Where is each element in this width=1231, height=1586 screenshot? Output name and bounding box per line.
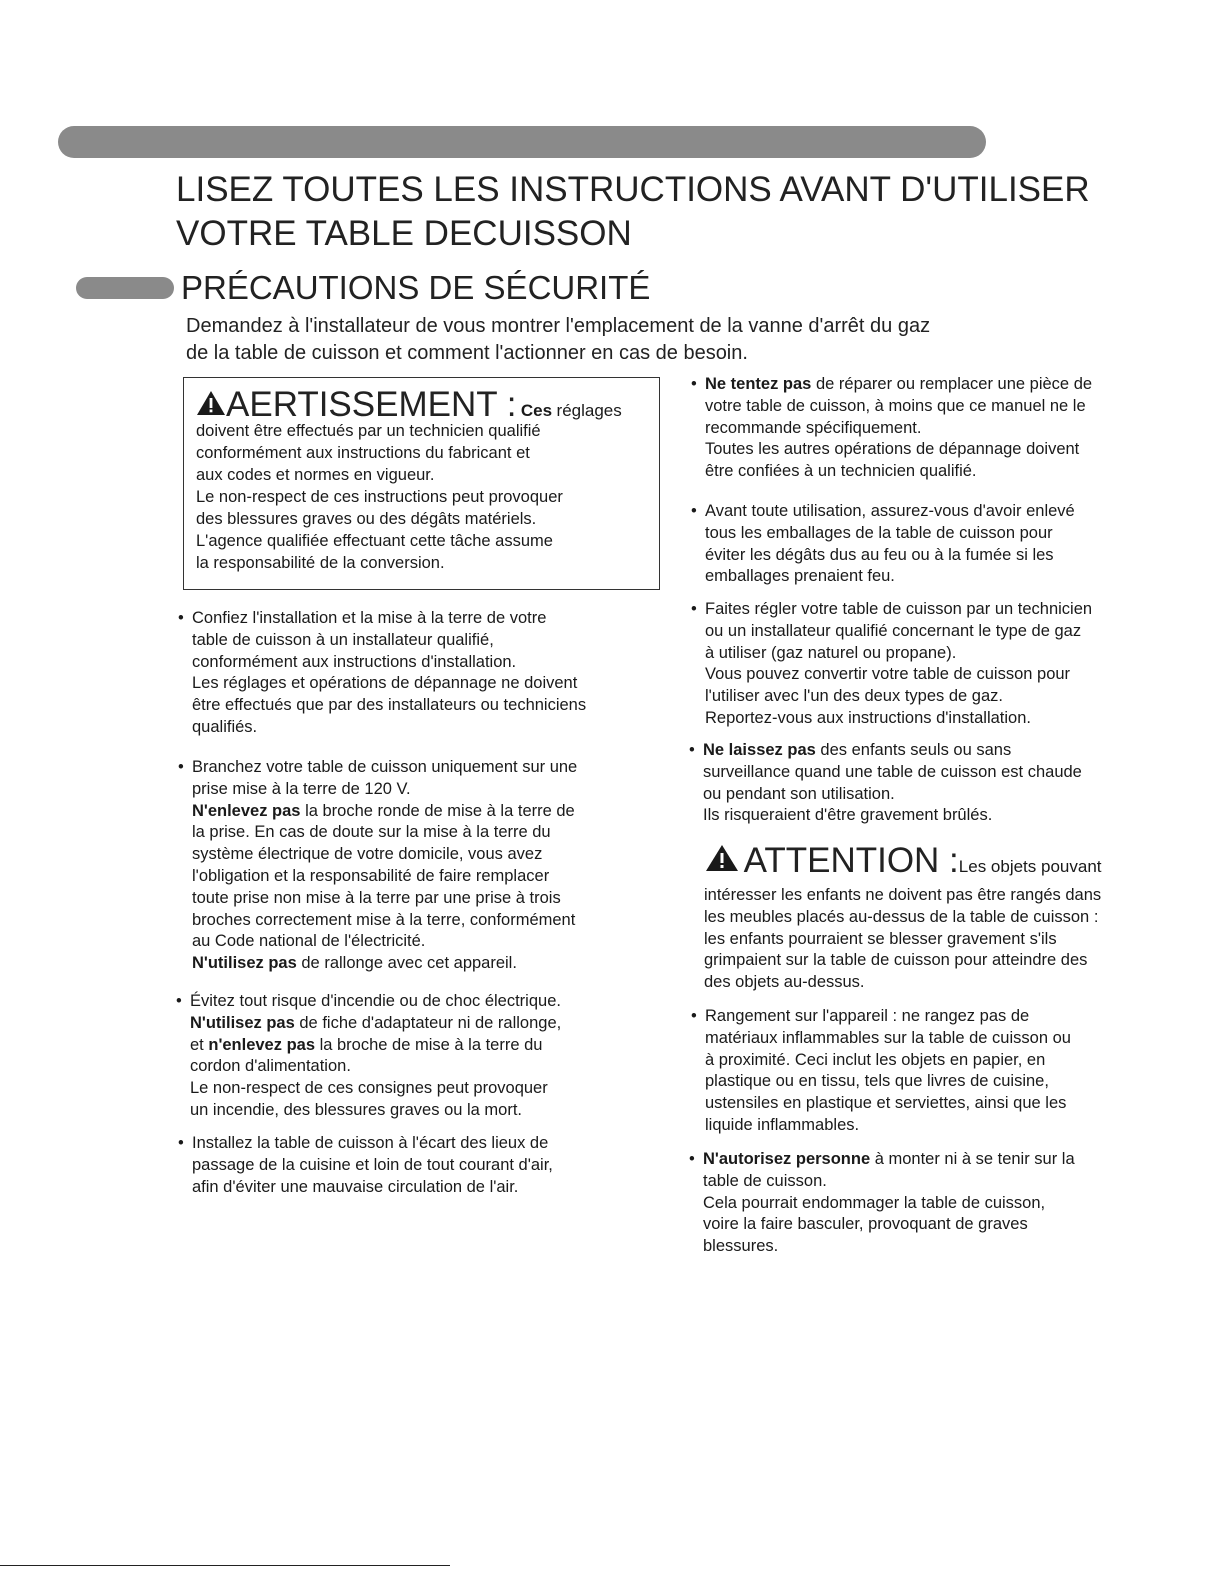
bullet-line: éviter les dégâts dus au feu ou à la fumée si les [705,545,1054,564]
bullet-line: conformément aux instructions d'installation. [192,652,517,671]
bullet-climbing [689,1149,1203,1258]
warning-triangle-icon [705,844,739,872]
warning-lead: réglages [556,401,622,420]
bullet-line: broches correctement mise à la terre, conformément [192,910,576,929]
bullet-dot: • [691,1007,697,1025]
bullet-line: Installez la table de cuisson à l'écart des lieux de [192,1134,549,1152]
bullet-line: votre table de cuisson, à moins que ce manuel ne le [705,396,1086,415]
bullet-line: Faites régler votre table de cuisson par un technicien [705,600,1093,618]
bullet-line: emballages prenaient feu. [705,567,895,586]
bullet-line: l'utiliser avec l'un des deux types de gaz. [705,687,1003,706]
bullet-line: à proximité. Ceci inclut les objets en papier, en [705,1050,1046,1069]
bullet-line: table de cuisson à un installateur qualifié, [192,630,494,649]
bullet-text: la broche ronde de mise à la terre de [300,801,575,820]
bullet-dot: • [691,502,697,520]
bullet-line: système électrique de votre domicile, vous avez [192,845,543,864]
bullet-line: ou pendant son utilisation. [703,784,895,803]
bullet-line: passage de la cuisine et loin de tout courant d'air, [192,1155,553,1174]
bullet-line: Confiez l'installation et la mise à la terre de votre [192,609,547,627]
emphasis: Ne laissez pas [703,741,816,759]
bullet-dot: • [691,375,697,393]
bullet-line: la prise. En cas de doute sur la mise à la terre du [192,823,551,842]
bullet-text: de rallonge avec cet appareil. [296,954,517,973]
bullet-line: matériaux inflammables sur la table de cuisson ou [705,1028,1071,1047]
bullet-installation [178,608,662,739]
bullet-children [689,740,1203,827]
bullet-packaging [691,501,1205,588]
bullet-line: être confiées à un technicien qualifié. [705,462,977,481]
bullet-line [190,1035,660,1057]
bullet-line [192,953,662,975]
bullet-line: être effectués que par des installateurs ou techniciens [192,696,587,715]
bullet-dot: • [178,609,184,627]
bullet-line: prise mise à la terre de 120 V. [192,779,411,798]
bullet-dot: • [689,741,695,759]
bullet-dot: • [178,758,184,776]
bullet-line: Avant toute utilisation, assurez-vous d'avoir enlevé [705,502,1075,520]
header-bar [58,126,986,158]
bullet-line: Ils risqueraient d'être gravement brûlés. [703,806,993,825]
warning-line: la responsabilité de la conversion. [196,554,445,572]
bullet-line: Rangement sur l'appareil : ne rangez pas de [705,1007,1030,1025]
attention-title: ATTENTION : [743,841,959,880]
bullet-dot: • [176,992,182,1010]
bullet-line: surveillance quand une table de cuisson est chaude [703,762,1082,781]
bullet-storage [691,1006,1205,1137]
bullet-line: Reportez-vous aux instructions d'installation. [705,708,1031,727]
bullet-line: Cela pourrait endommager la table de cuisson, [703,1193,1046,1212]
bullet-line: ustensiles en plastique et serviettes, ainsi que les [705,1094,1067,1113]
bullet-text: de réparer ou remplacer une pièce de [811,375,1093,393]
intro-line: de la table de cuisson et comment l'actionner en cas de besoin. [186,342,748,364]
warning-line: doivent être effectués par un technicien qualifié [196,422,541,440]
emphasis: N'enlevez pas [192,801,301,820]
bullet-airflow [178,1133,662,1198]
bullet-line: toute prise non mise à la terre par une prise à trois [192,888,561,907]
attention-line: grimpaient sur la table de cuisson pour atteindre des [704,951,1088,970]
bullet-line: liquide inflammables. [705,1115,860,1134]
attention-line: des objets au-dessus. [704,973,865,992]
bullet-line [703,740,1203,762]
warning-body [196,420,656,574]
bullet-repair [691,374,1205,483]
bullet-line: ou un installateur qualifié concernant le type de gaz [705,621,1082,640]
bullet-line: table de cuisson. [703,1171,827,1190]
bullet-text: et [190,1035,209,1054]
section-marker [76,277,174,299]
intro-line: Demandez à l'installateur de vous montrer l'emplacement de la vanne d'arrêt du gaz [186,315,931,337]
attention-line: les meubles placés au-dessus de la table de cuisson : [704,907,1099,926]
bullet-line: plastique ou en tissu, tels que livres de cuisine, [705,1072,1049,1091]
emphasis: N'utilisez pas [190,1013,295,1032]
title-line-2: VOTRE TABLE DECUISSON [176,214,632,253]
bullet-text: à monter ni à se tenir sur la [870,1150,1075,1168]
bullet-text: la broche de mise à la terre du [315,1035,543,1054]
bullet-line: blessures. [703,1237,779,1256]
warning-line: L'agence qualifiée effectuant cette tâche assume [196,532,553,550]
emphasis: n'enlevez pas [208,1035,315,1054]
bullet-dot: • [689,1150,695,1168]
bullet-line: un incendie, des blessures graves ou la mort. [190,1100,523,1119]
bullet-line: Les réglages et opérations de dépannage ne doivent [192,674,578,693]
bullet-line: Branchez votre table de cuisson uniquement sur une [192,758,578,776]
bullet-dot: • [691,600,697,618]
bullet-line: à utiliser (gaz naturel ou propane). [705,643,957,662]
warning-line: des blessures graves ou des dégâts matériels. [196,510,537,528]
bullet-line: recommande spécifiquement. [705,418,922,437]
warning-lead-bold: Ces [520,401,553,420]
attention-body [704,885,1204,994]
warning-line: aux codes et normes en vigueur. [196,466,435,484]
bullet-line: Toutes les autres opérations de dépannage doivent [705,440,1080,459]
bullet-dot: • [178,1134,184,1152]
bullet-line [705,374,1205,396]
bullet-text: de fiche d'adaptateur ni de rallonge, [294,1013,562,1032]
bullet-line [192,801,662,823]
bullet-line: Évitez tout risque d'incendie ou de choc électrique. [190,992,561,1010]
bullet-line [190,1013,660,1035]
page-title [176,168,1176,256]
bullet-line: au Code national de l'électricité. [192,932,426,951]
bullet-line: afin d'éviter une mauvaise circulation de l'air. [192,1177,519,1196]
section-title: PRÉCAUTIONS DE SÉCURITÉ [181,269,651,306]
bullet-line [703,1149,1203,1171]
bullet-line: voire la faire basculer, provoquant de graves [703,1215,1028,1234]
title-line-1: LISEZ TOUTES LES INSTRUCTIONS AVANT D'UTILISER [176,170,1090,209]
emphasis: Ne tentez pas [705,375,812,393]
bullet-grounding [178,757,662,975]
warning-line: conformément aux instructions du fabricant et [196,444,530,462]
bullet-line: tous les emballages de la table de cuisson pour [705,523,1053,542]
emphasis: N'utilisez pas [192,954,297,973]
attention-line: intéresser les enfants ne doivent pas être rangés dans [704,886,1102,904]
bullet-gas-type [691,599,1205,730]
bullet-line: cordon d'alimentation. [190,1057,351,1076]
bullet-fire-risk [176,991,660,1122]
bullet-line: qualifiés. [192,717,258,736]
bullet-line: l'obligation et la responsabilité de faire remplacer [192,866,550,885]
warning-line: Le non-respect de ces instructions peut provoquer [196,488,563,506]
bullet-text: des enfants seuls ou sans [815,741,1012,759]
footer-divider [0,1565,450,1566]
attention-lead: Les objets pouvant [958,857,1102,876]
attention-heading [705,840,1102,882]
emphasis: N'autorisez personne [703,1150,871,1168]
warning-triangle-icon [196,390,226,416]
attention-line: les enfants pourraient se blesser gravement s'ils [704,929,1057,948]
bullet-line: Vous pouvez convertir votre table de cuisson pour [705,665,1071,684]
warning-title: AERTISSEMENT : [226,385,517,424]
bullet-line: Le non-respect de ces consignes peut provoquer [190,1079,548,1098]
intro-text [186,313,1136,367]
